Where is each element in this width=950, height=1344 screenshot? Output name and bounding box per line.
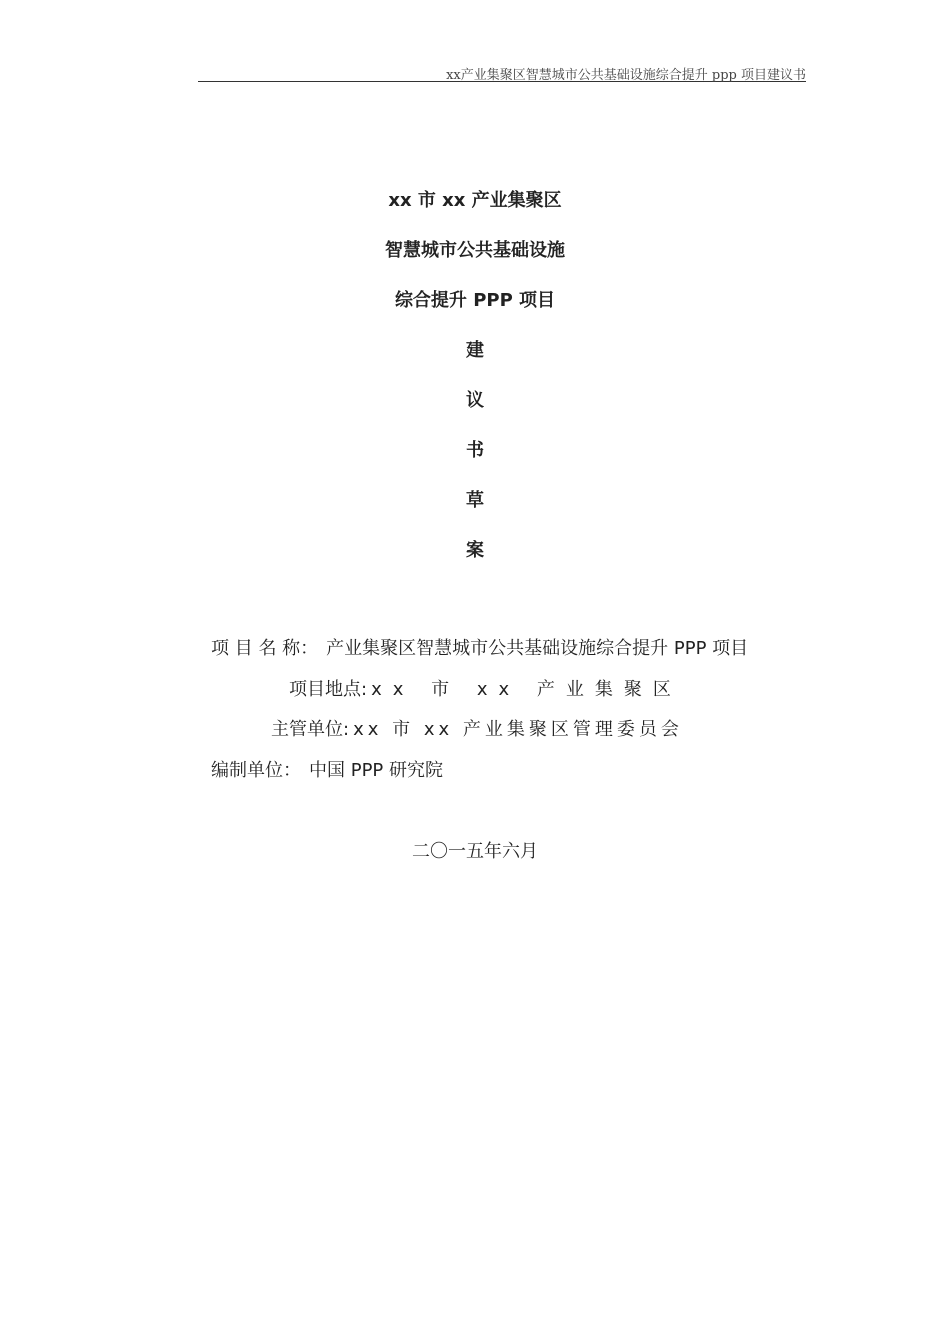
title-char-jian: 建 xyxy=(466,340,484,361)
authority-label: 主管单位: xyxy=(271,719,350,740)
issue-date: 二〇一五年六月 xyxy=(412,841,538,862)
project-location-label: 项目地点: xyxy=(289,679,368,700)
project-name-row xyxy=(211,637,748,661)
title-char-shu: 书 xyxy=(466,440,484,461)
title-char-an: 案 xyxy=(466,540,484,561)
title-line-1: xx 市 xx 产业集聚区 xyxy=(388,190,562,211)
title-char-cao: 草 xyxy=(466,490,484,511)
cover-title xyxy=(0,186,950,586)
project-name-value: 产业集聚区智慧城市公共基础设施综合提升 PPP 项目 xyxy=(326,638,749,659)
authority-row xyxy=(271,718,683,742)
project-location-row xyxy=(289,678,682,702)
running-title: xx产业集聚区智慧城市公共基础设施综合提升 ppp 项目建议书 xyxy=(446,68,806,83)
authority-value: xx 市 xx 产业集聚区管理委员会 xyxy=(353,719,683,740)
page-header xyxy=(198,62,806,82)
title-line-2: 智慧城市公共基础设施 xyxy=(385,240,565,261)
title-line-3: 综合提升 PPP 项目 xyxy=(394,290,556,311)
editor-value: 中国 PPP 研究院 xyxy=(309,760,444,781)
title-char-yi: 议 xyxy=(466,390,484,411)
editor-label: 编制单位： xyxy=(211,760,301,781)
project-location-value: xx 市 xx 产业集聚区 xyxy=(371,679,682,700)
project-name-label: 项 目 名 称： xyxy=(211,638,319,659)
editor-row xyxy=(211,759,443,783)
